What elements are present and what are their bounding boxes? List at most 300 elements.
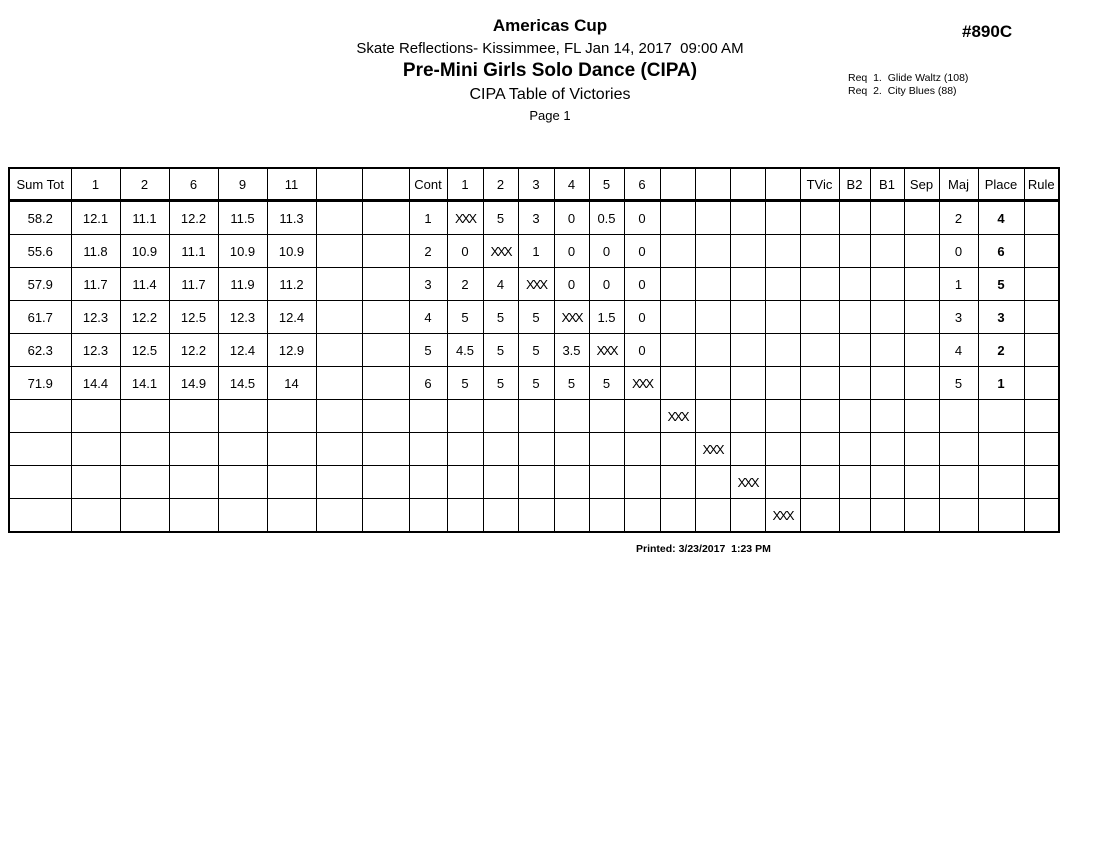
table-cell [518,466,554,499]
table-cell: 4.5 [447,334,483,367]
table-cell: 10.9 [218,235,267,268]
table-row [9,334,1059,367]
table-cell [870,499,904,533]
table-cell [904,334,939,367]
table-cell [839,433,870,466]
table-cell [939,499,978,533]
table-cell: 3 [409,268,447,301]
table-cell: 61.7 [9,301,71,334]
table-cell [518,433,554,466]
table-cell: 0 [624,268,660,301]
table-cell [765,201,800,235]
table-cell [554,433,589,466]
table-cell: 58.2 [9,201,71,235]
table-cell: 2 [447,268,483,301]
table-cell [870,301,904,334]
table-cell [904,301,939,334]
table-cell [660,235,695,268]
table-cell [904,268,939,301]
table-cell [660,499,695,533]
table-row [9,201,1059,235]
table-cell [1024,301,1059,334]
venue-date-line: Skate Reflections- Kissimmee, FL Jan 14, 2017 09:00 AM [356,40,744,57]
column-header: Place [978,168,1024,201]
table-cell [409,499,447,533]
table-cell [362,201,409,235]
table-cell [730,499,765,533]
table-cell [730,433,765,466]
table-cell [9,466,71,499]
table-cell: 62.3 [9,334,71,367]
table-cell [695,334,730,367]
table-cell: XXX [624,367,660,400]
table-cell: 4 [939,334,978,367]
table-cell: 14.4 [71,367,120,400]
table-cell: 2 [978,334,1024,367]
column-header: 1 [71,168,120,201]
table-cell: 5 [409,334,447,367]
table-cell [518,400,554,433]
table-cell: 5 [589,367,624,400]
table-cell [870,334,904,367]
table-cell [362,367,409,400]
column-header: TVic [800,168,839,201]
table-cell: 12.3 [71,334,120,367]
table-cell [316,235,362,268]
column-header: 9 [218,168,267,201]
table-cell: 10.9 [267,235,316,268]
table-cell: 0 [939,235,978,268]
column-header: 2 [483,168,518,201]
table-cell: 12.2 [169,201,218,235]
table-cell: 0 [624,334,660,367]
table-cell: 11.3 [267,201,316,235]
column-header: 1 [447,168,483,201]
column-header: B2 [839,168,870,201]
table-cell: 11.1 [120,201,169,235]
table-cell [660,268,695,301]
table-cell [409,466,447,499]
table-cell: 0 [554,201,589,235]
table-cell [939,466,978,499]
table-cell [169,433,218,466]
table-cell: 0 [624,235,660,268]
table-cell [589,466,624,499]
table-cell [483,400,518,433]
column-header: Sum Tot [9,168,71,201]
table-cell: 14.9 [169,367,218,400]
table-row [9,367,1059,400]
column-header [730,168,765,201]
report-header [0,16,1100,123]
table-cell [730,301,765,334]
table-cell [1024,433,1059,466]
table-cell [978,499,1024,533]
table-cell [1024,367,1059,400]
table-cell: XXX [589,334,624,367]
table-cell: 10.9 [120,235,169,268]
table-cell [695,466,730,499]
table-cell [765,268,800,301]
table-cell: 5 [518,334,554,367]
table-cell: 3 [978,301,1024,334]
table-cell [316,433,362,466]
table-cell: 3 [939,301,978,334]
table-cell: 71.9 [9,367,71,400]
table-cell [1024,268,1059,301]
table-cell: 5 [483,301,518,334]
table-cell [660,433,695,466]
table-cell [1024,201,1059,235]
column-header: 6 [624,168,660,201]
table-cell: 5 [483,201,518,235]
table-cell: 1.5 [589,301,624,334]
table-cell: 12.5 [120,334,169,367]
table-cell [730,268,765,301]
table-cell [939,433,978,466]
table-cell [839,466,870,499]
event-title: Americas Cup [492,16,608,35]
table-cell [904,433,939,466]
table-cell [554,499,589,533]
table-cell [71,466,120,499]
table-cell [904,235,939,268]
table-cell: 5 [447,301,483,334]
table-cell: 12.9 [267,334,316,367]
table-cell: 4 [409,301,447,334]
table-cell [939,400,978,433]
table-cell [267,400,316,433]
table-cell [554,466,589,499]
table-cell [695,499,730,533]
table-cell [839,235,870,268]
table-cell [904,367,939,400]
table-cell [839,367,870,400]
table-cell: 12.4 [218,334,267,367]
report-title: CIPA Table of Victories [469,86,631,103]
table-cell: 11.5 [218,201,267,235]
table-cell: 4 [483,268,518,301]
requirements-block [848,72,968,98]
table-cell: 5 [939,367,978,400]
table-cell: 12.2 [120,301,169,334]
column-header: B1 [870,168,904,201]
table-cell [316,400,362,433]
table-cell [839,201,870,235]
table-row [9,268,1059,301]
table-cell [71,400,120,433]
table-cell: 12.1 [71,201,120,235]
table-cell [589,400,624,433]
table-cell [839,301,870,334]
column-header [660,168,695,201]
table-cell [839,334,870,367]
table-cell: 14.5 [218,367,267,400]
table-cell [800,301,839,334]
table-cell [9,400,71,433]
table-cell [362,268,409,301]
table-cell [316,268,362,301]
table-cell [169,400,218,433]
table-cell [904,499,939,533]
division-title: Pre-Mini Girls Solo Dance (CIPA) [402,60,698,81]
table-cell [660,466,695,499]
table-cell [800,201,839,235]
table-cell [447,466,483,499]
table-cell [660,334,695,367]
table-cell: 11.4 [120,268,169,301]
table-cell: 57.9 [9,268,71,301]
table-row [9,499,1059,533]
table-row [9,235,1059,268]
table-cell [624,499,660,533]
table-cell: 5 [518,367,554,400]
table-cell [765,400,800,433]
table-cell [589,433,624,466]
table-cell [518,499,554,533]
table-cell: 0 [589,235,624,268]
table-cell [695,367,730,400]
table-cell [978,466,1024,499]
table-cell [218,466,267,499]
table-cell: 0 [624,201,660,235]
table-cell [660,201,695,235]
table-cell: 4 [978,201,1024,235]
column-header: Cont [409,168,447,201]
table-row [9,301,1059,334]
table-cell [800,268,839,301]
table-cell [71,433,120,466]
column-header: 5 [589,168,624,201]
table-cell [660,367,695,400]
table-cell: 5 [483,367,518,400]
table-cell [267,499,316,533]
table-cell [316,334,362,367]
table-cell: 0 [554,268,589,301]
table-cell [120,400,169,433]
table-cell [800,499,839,533]
table-cell: XXX [554,301,589,334]
column-header [362,168,409,201]
table-cell: 11.1 [169,235,218,268]
table-header-row [9,168,1059,201]
table-cell: 5 [978,268,1024,301]
table-cell [839,400,870,433]
table-cell [120,499,169,533]
table-cell: 1 [939,268,978,301]
table-cell [267,433,316,466]
table-cell [447,499,483,533]
table-cell: 6 [409,367,447,400]
table-cell [800,466,839,499]
table-cell [316,301,362,334]
printed-timestamp: Printed: 3/23/2017 1:23 PM [636,543,771,555]
table-cell [870,201,904,235]
table-cell [870,367,904,400]
table-cell [316,367,362,400]
table-cell [624,466,660,499]
table-cell [800,433,839,466]
table-cell [904,466,939,499]
table-cell: XXX [765,499,800,533]
table-cell: 11.7 [71,268,120,301]
table-cell [447,400,483,433]
table-cell [9,499,71,533]
table-cell [362,466,409,499]
table-cell: 6 [978,235,1024,268]
table-cell [71,499,120,533]
table-cell: 1 [978,367,1024,400]
column-header: Rule [1024,168,1059,201]
table-cell [483,466,518,499]
table-cell [870,466,904,499]
table-cell [362,301,409,334]
table-cell: 12.3 [71,301,120,334]
table-cell [765,334,800,367]
table-cell [870,268,904,301]
table-cell [362,499,409,533]
table-cell: 2 [939,201,978,235]
column-header: 2 [120,168,169,201]
table-cell: 12.2 [169,334,218,367]
table-cell [660,301,695,334]
table-cell [316,201,362,235]
requirement-1: Req 1. Glide Waltz (108) [848,72,969,84]
table-cell [362,400,409,433]
table-row [9,466,1059,499]
table-cell [695,268,730,301]
table-cell [169,499,218,533]
column-header: 3 [518,168,554,201]
table-cell [624,400,660,433]
table-cell: 11.8 [71,235,120,268]
table-cell: 11.2 [267,268,316,301]
table-cell: 12.4 [267,301,316,334]
requirement-2: Req 2. City Blues (88) [848,85,957,97]
table-cell: 0.5 [589,201,624,235]
table-cell: XXX [483,235,518,268]
table-cell: 11.9 [218,268,267,301]
table-cell [483,499,518,533]
table-cell: 0 [589,268,624,301]
table-cell: 55.6 [9,235,71,268]
table-cell: 5 [554,367,589,400]
column-header: Maj [939,168,978,201]
column-header: Sep [904,168,939,201]
table-row [9,400,1059,433]
table-cell [554,400,589,433]
table-cell [730,367,765,400]
table-cell [695,400,730,433]
table-cell [409,400,447,433]
table-cell: 2 [409,235,447,268]
table-cell [218,400,267,433]
table-cell [267,466,316,499]
table-cell [765,235,800,268]
column-header [695,168,730,201]
table-cell [839,499,870,533]
table-cell [978,433,1024,466]
table-cell [870,433,904,466]
table-cell [362,433,409,466]
table-cell [409,433,447,466]
table-cell: 0 [447,235,483,268]
table-cell [800,235,839,268]
table-cell: XXX [660,400,695,433]
table-cell [730,235,765,268]
table-cell [1024,334,1059,367]
table-cell [800,400,839,433]
table-cell [695,201,730,235]
table-cell [765,301,800,334]
table-cell [316,466,362,499]
column-header [765,168,800,201]
table-cell: 1 [409,201,447,235]
table-cell: XXX [695,433,730,466]
table-cell [904,201,939,235]
table-cell: 5 [447,367,483,400]
table-cell: 12.5 [169,301,218,334]
table-cell: 14 [267,367,316,400]
column-header: 11 [267,168,316,201]
table-cell [589,499,624,533]
table-cell [1024,400,1059,433]
table-cell [839,268,870,301]
table-cell: 12.3 [218,301,267,334]
table-cell: 14.1 [120,367,169,400]
table-cell [483,433,518,466]
table-cell: XXX [447,201,483,235]
column-header: 6 [169,168,218,201]
table-cell [218,499,267,533]
table-cell [9,433,71,466]
table-cell [120,466,169,499]
table-cell: XXX [518,268,554,301]
table-cell [870,235,904,268]
page-number: Page 1 [529,108,571,123]
table-cell [362,235,409,268]
table-cell [1024,499,1059,533]
table-cell: 1 [518,235,554,268]
table-cell [978,400,1024,433]
table-cell [765,367,800,400]
table-cell: 5 [518,301,554,334]
event-number: #890C [962,22,1013,41]
table-cell [730,201,765,235]
table-cell [800,367,839,400]
table-cell [765,433,800,466]
table-cell [870,400,904,433]
table-of-victories [8,167,1060,533]
table-cell [904,400,939,433]
table-cell [730,334,765,367]
table-cell [1024,235,1059,268]
table-cell: 11.7 [169,268,218,301]
table-cell [695,235,730,268]
table-cell [624,433,660,466]
column-header [316,168,362,201]
table-cell: 3.5 [554,334,589,367]
table-cell [362,334,409,367]
table-cell [1024,466,1059,499]
table-cell [120,433,169,466]
table-cell [800,334,839,367]
table-cell [169,466,218,499]
table-cell: 3 [518,201,554,235]
table-cell: 0 [624,301,660,334]
table-cell: 0 [554,235,589,268]
table-cell [695,301,730,334]
